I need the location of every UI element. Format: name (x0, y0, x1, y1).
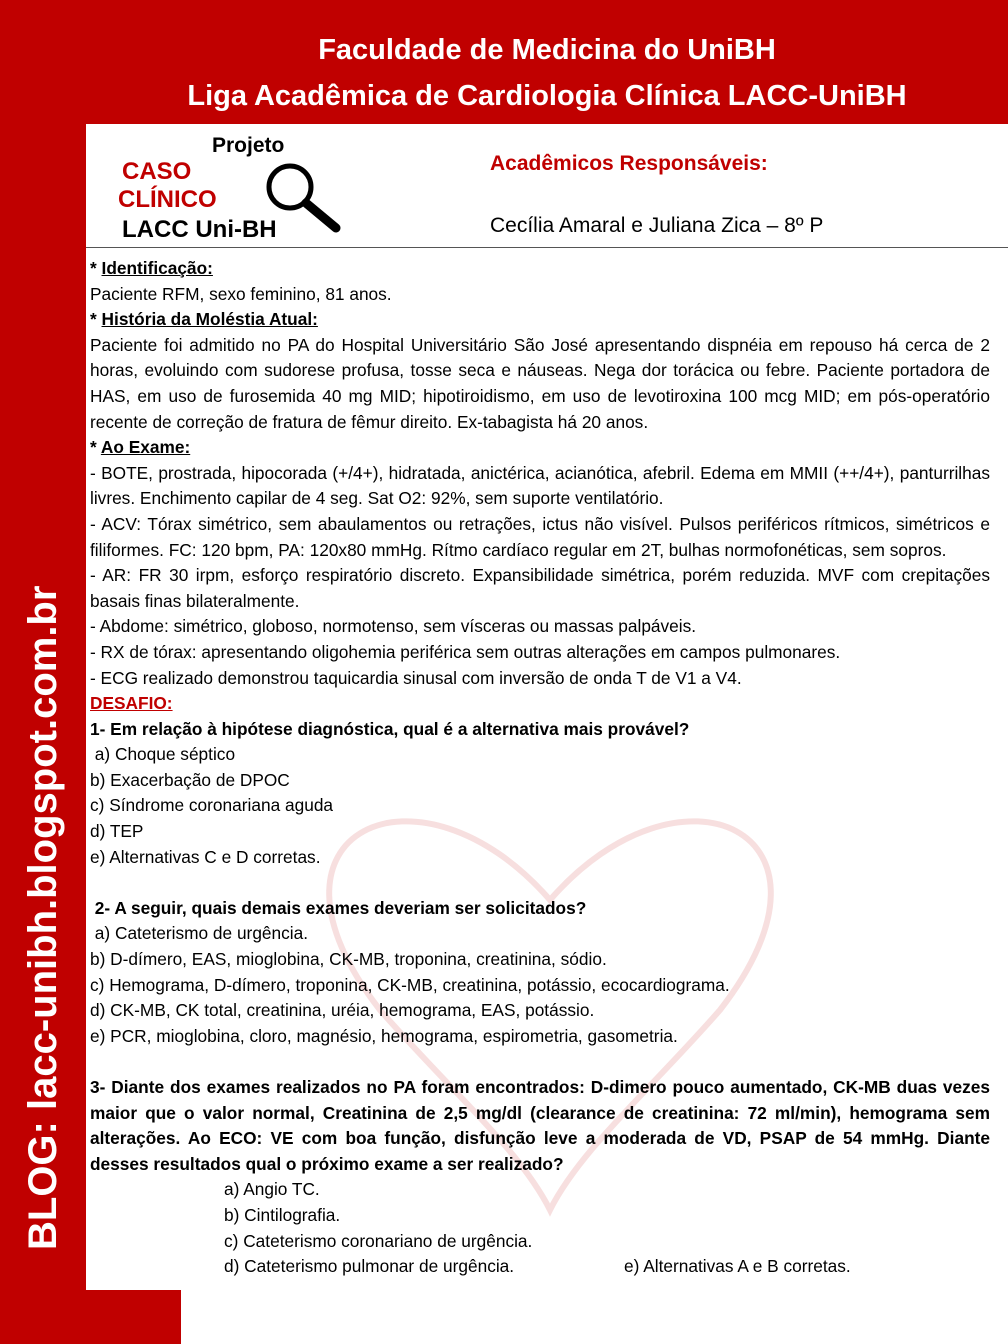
identificacao-heading (90, 256, 990, 282)
q3-options (90, 1177, 990, 1279)
desafio-heading: DESAFIO: (90, 693, 173, 714)
q3-option: a) Angio TC. (224, 1179, 320, 1200)
exame-item: - RX de tórax: apresentando oligohemia periférica sem outras alterações em campos pulmonares. (90, 641, 841, 662)
q2-option: b) D-dímero, EAS, mioglobina, CK-MB, troponina, creatinina, sódio. (90, 949, 607, 970)
q2-option: e) PCR, mioglobina, cloro, magnésio, hemograma, espirometria, gasometria. (90, 1025, 678, 1046)
blog-url: BLOG: lacc-unibh.blogspot.com.br (21, 585, 65, 1250)
magnifier-icon (262, 160, 344, 234)
q1-option: d) TEP (90, 821, 144, 842)
q3-option: e) Alternativas A e B corretas. (624, 1256, 851, 1277)
q3-question: 3- Diante dos exames realizados no PA foram encontrados: D-dimero pouco aumentado, CK-MB duas vezes maior que o valor normal, Creatinina de 2,5 mg/dl (clearance de creatinina: 72 ml/min), hemograma sem alterações. Ao ECO: VE com boa função, disfunção leve a moderada de VD, PSAP de 54 mmHg. Diante desses resultados qual o próximo exame a ser realizado? (90, 1077, 990, 1174)
q1-option: b) Exacerbação de DPOC (90, 769, 290, 790)
header-title-line1: Faculdade de Medicina do UniBH (318, 34, 776, 66)
logo-projeto: Projeto (212, 134, 285, 157)
sidebar (0, 0, 86, 1344)
logo-clinico: CLÍNICO (118, 186, 217, 213)
exame-heading (90, 435, 990, 461)
exame-item: - ACV: Tórax simétrico, sem abaulamentos ou retrações, ictus não visível. Pulsos periféricos rítmicos, simétricos e filiformes. FC: 120 bpm, PA: 120x80 mmHg. Rítmo cardíaco regular em 2T, bulhas normofonéticas, sem sopros. (90, 513, 990, 560)
identificacao-text: Paciente RFM, sexo feminino, 81 anos. (90, 283, 392, 304)
hma-heading (90, 307, 990, 333)
spacer (90, 1049, 990, 1075)
exame-item: - ECG realizado demonstrou taquicardia sinusal com inversão de onda T de V1 a V4. (90, 667, 742, 688)
header-title-line2: Liga Acadêmica de Cardiologia Clínica LACC-UniBH (187, 80, 907, 112)
q3-option: c) Cateterismo coronariano de urgência. (224, 1230, 533, 1251)
project-logo (110, 132, 350, 246)
q3-option: d) Cateterismo pulmonar de urgência. (224, 1256, 515, 1277)
q1-option: e) Alternativas C e D corretas. (90, 846, 321, 867)
q1-option: c) Síndrome coronariana aguda (90, 795, 334, 816)
logo-caso: CASO (122, 158, 192, 185)
sidebar-footer-block (86, 1290, 181, 1344)
q2-option: c) Hemograma, D-dímero, troponina, CK-MB, creatinina, potássio, ecocardiograma. (90, 974, 730, 995)
exame-item: - Abdome: simétrico, globoso, normotenso, sem vísceras ou massas palpáveis. (90, 616, 697, 637)
q3-last-row (224, 1254, 990, 1280)
q2-question: 2- A seguir, quais demais exames deveriam ser solicitados? (90, 897, 587, 918)
exame-item: - AR: FR 30 irpm, esforço respiratório discreto. Expansibilidade simétrica, porém reduzida. MVF com crepitações basais finas bilateralmente. (90, 565, 990, 611)
bullet-star: * (90, 258, 102, 278)
bullet-star: * (90, 309, 102, 330)
responsaveis-title: Acadêmicos Responsáveis: (490, 152, 768, 175)
spacer (90, 870, 990, 896)
divider (86, 247, 1008, 248)
q1-question: 1- Em relação à hipótese diagnóstica, qual é a alternativa mais provável? (90, 718, 690, 739)
identificacao-title: Identificação: (101, 258, 213, 278)
q1-option: a) Choque séptico (90, 744, 236, 765)
q2-option: a) Cateterismo de urgência. (90, 923, 309, 944)
exame-item: - BOTE, prostrada, hipocorada (+/4+), hidratada, anictérica, acianótica, afebril. Edema em MMII (++/4+), panturrilhas livres. Enchimento capilar de 4 seg. Sat O2: 92%, sem suporte ventilatório. (90, 462, 990, 509)
case-content (90, 256, 990, 1280)
q3-option: b) Cintilografia. (224, 1204, 341, 1225)
responsaveis-names: Cecília Amaral e Juliana Zica – 8º P (490, 214, 824, 237)
exame-title: Ao Exame: (100, 437, 191, 458)
bullet-star: * (90, 437, 101, 458)
hma-title: História da Moléstia Atual: (101, 309, 318, 330)
header-banner (86, 0, 1008, 124)
logo-lacc: LACC Uni-BH (122, 216, 277, 243)
hma-text: Paciente foi admitido no PA do Hospital Universitário São José apresentando dispnéia em repouso há cerca de 2 horas, evoluindo com sudorese profusa, tosse seca e náuseas. Nega dor torácica ou febre. Paciente portadora de HAS, em uso de furosemida 40 mg MID; hipotiroidismo, em uso de levotiroxina 100 mcg MID; em pós-operatório recente de correção de fratura de fêmur direito. Ex-tabagista há 20 anos. (90, 334, 990, 432)
q2-option: d) CK-MB, CK total, creatinina, uréia, hemograma, EAS, potássio. (90, 1000, 595, 1021)
